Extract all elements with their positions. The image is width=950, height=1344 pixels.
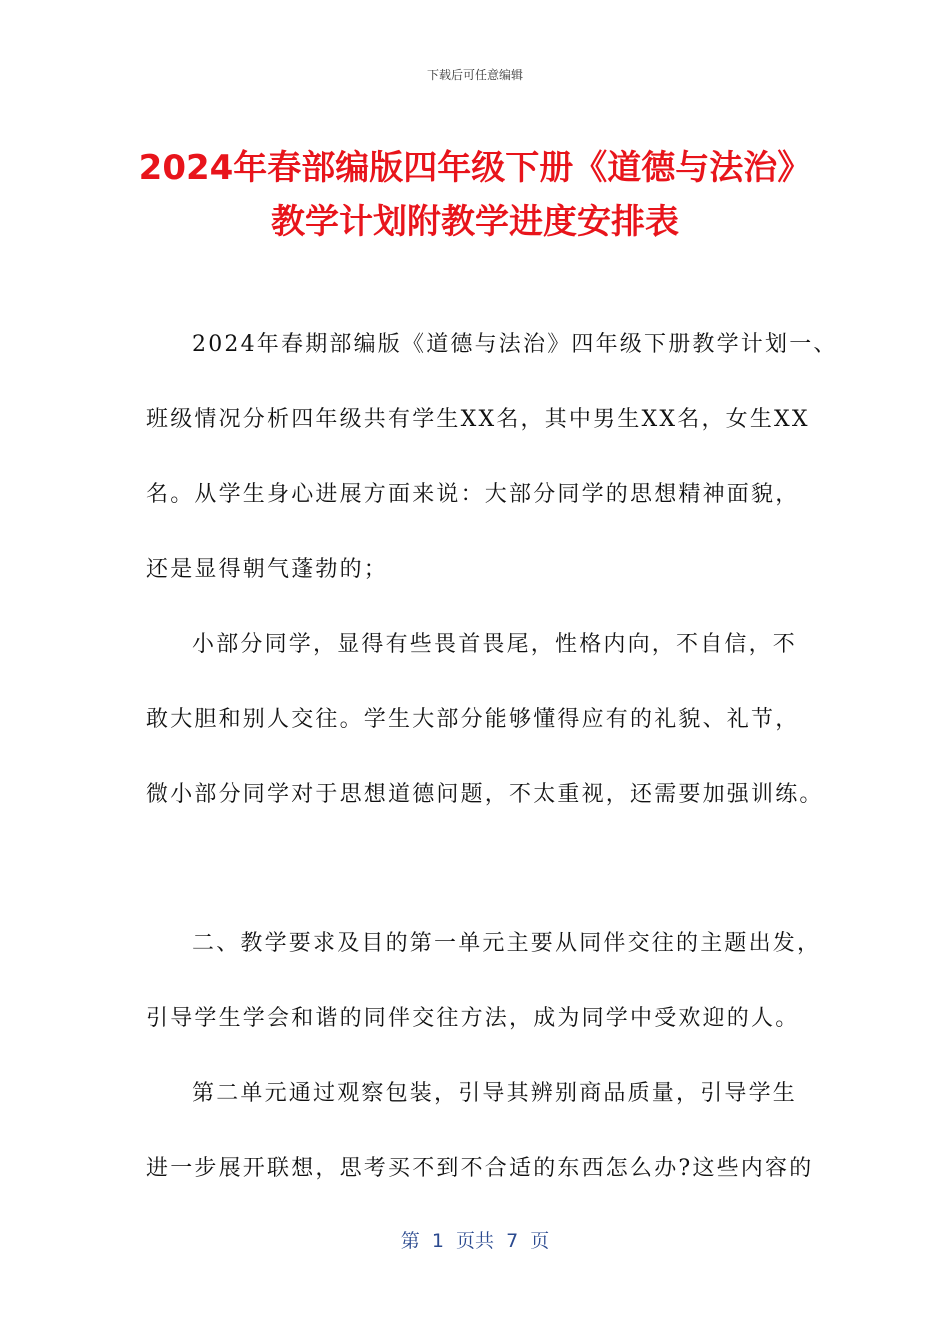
- paragraph-line: 2024年春期部编版《道德与法治》四年级下册教学计划一、: [192, 332, 838, 357]
- paragraph-line: 还是显得朝气蓬勃的；: [146, 557, 389, 582]
- document-title-line-1: 2024年春部编版四年级下册《道德与法治》: [138, 148, 812, 188]
- paragraph-line: 引导学生学会和谐的同伴交往方法，成为同学中受欢迎的人。: [146, 1006, 800, 1031]
- paragraph-line: 名。从学生身心进展方面来说：大部分同学的思想精神面貌，: [146, 482, 800, 507]
- header-note: 下载后可任意编辑: [426, 68, 523, 82]
- paragraph-line: 班级情况分析四年级共有学生XX名，其中男生XX名，女生XX: [146, 407, 810, 432]
- paragraph-line: 微小部分同学对于思想道德问题，不太重视，还需要加强训练。: [146, 782, 824, 807]
- paragraph-line: 二、教学要求及目的第一单元主要从同伴交往的主题出发，: [192, 931, 822, 956]
- paragraph-line: 第二单元通过观察包装，引导其辨别商品质量，引导学生: [192, 1081, 798, 1106]
- paragraph-line: 小部分同学，显得有些畏首畏尾，性格内向，不自信，不: [192, 632, 798, 657]
- paragraph-line: 敢大胆和别人交往。学生大部分能够懂得应有的礼貌、礼节，: [146, 707, 800, 732]
- page-footer: 第 1 页共 7 页: [400, 1230, 550, 1252]
- document-title-line-2: 教学计划附教学进度安排表: [271, 202, 679, 242]
- paragraph-line: 进一步展开联想，思考买不到不合适的东西怎么办?这些内容的: [146, 1156, 814, 1181]
